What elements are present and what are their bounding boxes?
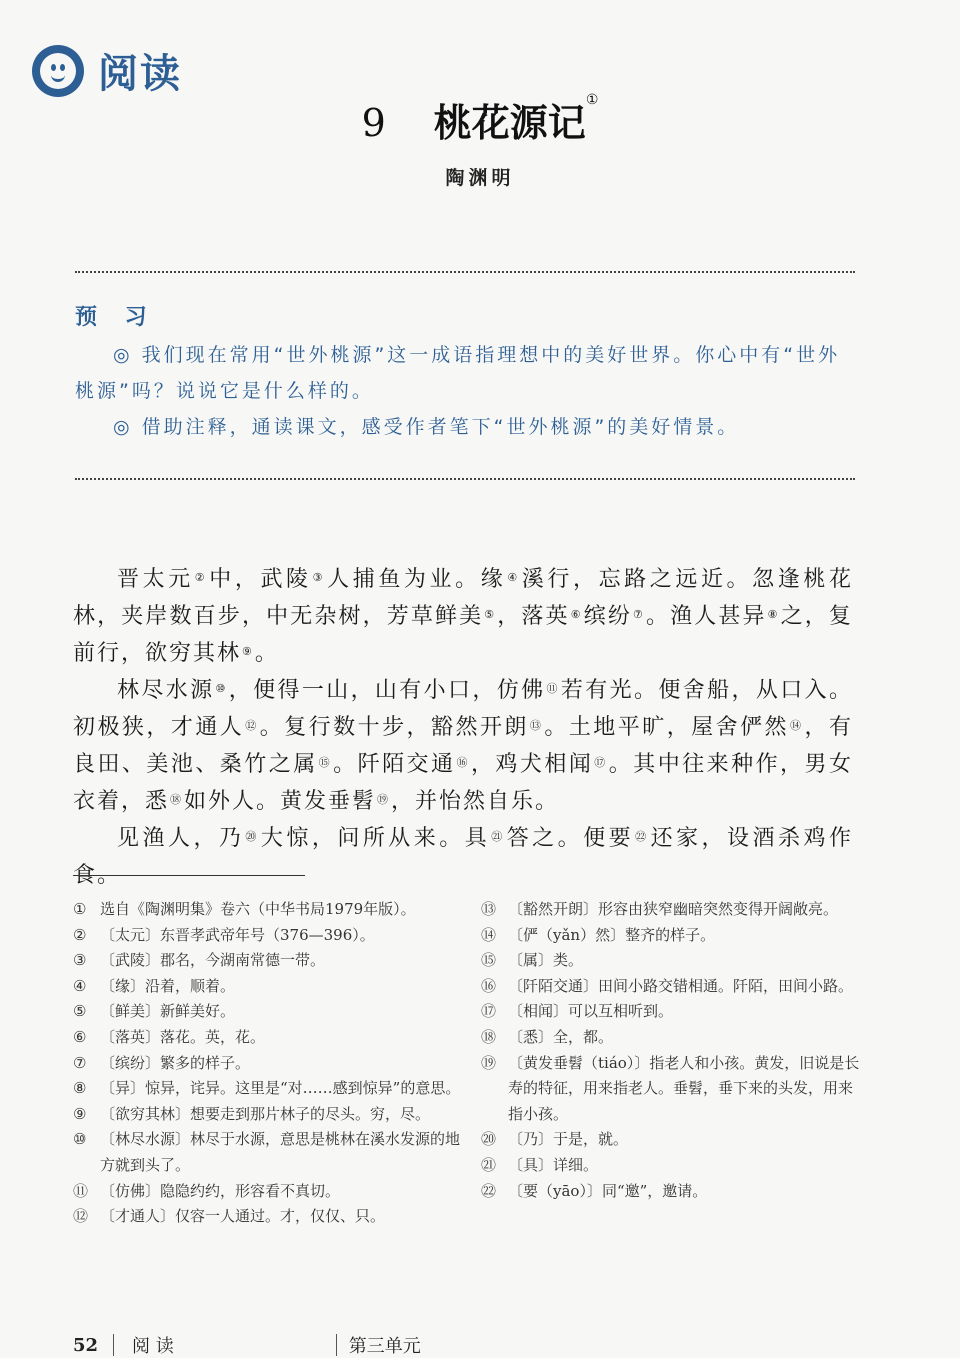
preview-item: ◎ 我们现在常用“世外桃源”这一成语指理想中的美好世界。你心中有“世外桃源”吗？说说它是什么样的。	[75, 344, 841, 402]
paragraph-3: 见渔人，乃⑳大惊，问所从来。具$^㉑$答之。便要$^㉒$还家，设酒杀鸡作食。	[73, 826, 853, 888]
footnote: ⑭ 〔俨（yǎn）然〕整齐的样子。	[481, 925, 716, 944]
note-marker: ⑬	[529, 719, 544, 732]
lesson-number: 9	[361, 101, 386, 145]
footnotes-left	[73, 897, 463, 1230]
footnote: ⑤ 〔鲜美〕新鲜美好。	[73, 1002, 236, 1021]
footer-section: 阅 读	[132, 1336, 174, 1357]
paragraph-1: 晋太元②中，武陵③人捕鱼为业。缘④溪行，忘路之远近。忽逢桃花林，夹岸数百步，中无杂树，芳草鲜美⑤，落英⑥缤纷⑦。渔人甚异⑧之，复前行，欲穷其林⑨。	[73, 567, 853, 666]
footer-divider	[113, 1334, 114, 1356]
note-marker: ⑦	[632, 608, 645, 621]
note-marker: ②	[194, 571, 209, 584]
note-marker: ⑥	[570, 608, 583, 621]
footnote: ⑦ 〔缤纷〕繁多的样子。	[73, 1053, 251, 1072]
footnote: ⑬ 〔豁然开朗〕形容由狭窄幽暗突然变得开阔敞亮。	[481, 900, 839, 918]
footnote: ⑳ 〔乃〕于是，就。	[481, 1130, 629, 1149]
preview-item: ◎ 借助注释，通读课文，感受作者笔下“世外桃源”的美好情景。	[113, 416, 740, 438]
footer-unit: 第三单元	[348, 1336, 421, 1357]
note-marker: ⑯	[456, 756, 470, 769]
note-marker: ㉑	[491, 830, 506, 843]
footnote: ⑰ 〔相闻〕可以互相听到。	[481, 1002, 674, 1021]
note-marker: ⑨	[242, 645, 254, 658]
note-marker: ⑩	[215, 682, 228, 695]
note-marker: ⑧	[767, 608, 780, 621]
footnote: ⑮ 〔属〕类。	[481, 951, 584, 970]
footnote: ① 选自《陶渊明集》卷六（中华书局1979年版）。	[73, 900, 416, 918]
preview-heading: 预 习	[75, 305, 157, 330]
footnote: ⑧ 〔异〕惊异，诧异。这里是“对……感到惊异”的意思。	[73, 1079, 461, 1098]
footnote: ⑯ 〔阡陌交通〕田间小路交错相通。阡陌，田间小路。	[481, 976, 854, 995]
footnote: ⑲ 〔黄发垂髫（tiáo）〕指老人和小孩。黄发，旧说是长寿的特征，用来指老人。垂髫，垂下来的头发，用来指小孩。	[481, 1053, 860, 1123]
author-name: 陶渊明	[445, 167, 515, 189]
footnote: ⑥ 〔落英〕落花。英，花。	[73, 1027, 266, 1046]
page-number: 52	[73, 1334, 99, 1356]
lesson-title	[0, 92, 960, 147]
footnote: ⑨ 〔欲穷其林〕想要走到那片林子的尽头。穷，尽。	[73, 1104, 431, 1123]
footer-divider	[336, 1334, 337, 1356]
footnote: ⑫ 〔才通人〕仅容一人通过。才，仅仅、只。	[73, 1207, 386, 1226]
footnote: ③ 〔武陵〕郡名，今湖南常德一带。	[73, 951, 326, 970]
dotted-divider-bottom	[75, 478, 855, 480]
footnote: ㉑ 〔具〕详细。	[481, 1155, 599, 1174]
section-label: 阅读	[98, 51, 182, 97]
section-header	[32, 42, 182, 99]
note-marker: ④	[507, 571, 521, 584]
note-marker: ⑳	[245, 830, 260, 843]
note-marker: ㉒	[635, 830, 650, 843]
note-marker: ③	[312, 571, 327, 584]
note-marker: ⑭	[790, 719, 804, 732]
footnote: ② 〔太元〕东晋孝武帝年号（376—396）。	[73, 925, 375, 944]
footnote: ⑪ 〔仿佛〕隐隐约约，形容看不真切。	[73, 1181, 341, 1200]
note-marker: ⑮	[318, 756, 333, 769]
footnote: ⑩ 〔林尽水源〕林尽于水源，意思是桃林在溪水发源的地方就到头了。	[73, 1130, 461, 1174]
footnotes-right	[481, 897, 861, 1204]
main-text	[73, 561, 853, 894]
lesson-title-text: 桃花源记	[433, 100, 586, 145]
title-note-marker: ①	[585, 92, 599, 108]
note-marker: ⑲	[377, 793, 391, 806]
preview-box	[75, 300, 855, 445]
smiley-icon	[32, 45, 84, 97]
footnote: ⑱ 〔悉〕全，都。	[481, 1027, 614, 1046]
dotted-divider-top	[75, 271, 855, 273]
note-marker: ⑤	[484, 608, 497, 621]
note-marker: ⑱	[170, 793, 184, 806]
footnote-rule	[73, 875, 305, 876]
note-marker: ⑪	[546, 682, 560, 695]
page-footer	[73, 1332, 421, 1358]
footnote: ㉒ 〔要（yāo）〕同“邀”，邀请。	[481, 1181, 708, 1200]
note-marker: ⑫	[245, 719, 259, 732]
note-marker: ⑰	[594, 756, 608, 769]
footnote: ④ 〔缘〕沿着，顺着。	[73, 976, 236, 995]
paragraph-2: 林尽水源⑩，便得一山，山有小口，仿佛⑪若有光。便舍船，从口入。初极狭，才通人⑫。复行数十步，豁然开朗⑬。土地平旷，屋舍俨然⑭，有良田、美池、桑竹之属⑮。阡陌交通⑯，鸡犬相闻⑰。其中往来种作，男女衣着，悉⑱如外人。黄发垂髫⑲，并怡然自乐。	[73, 678, 853, 814]
